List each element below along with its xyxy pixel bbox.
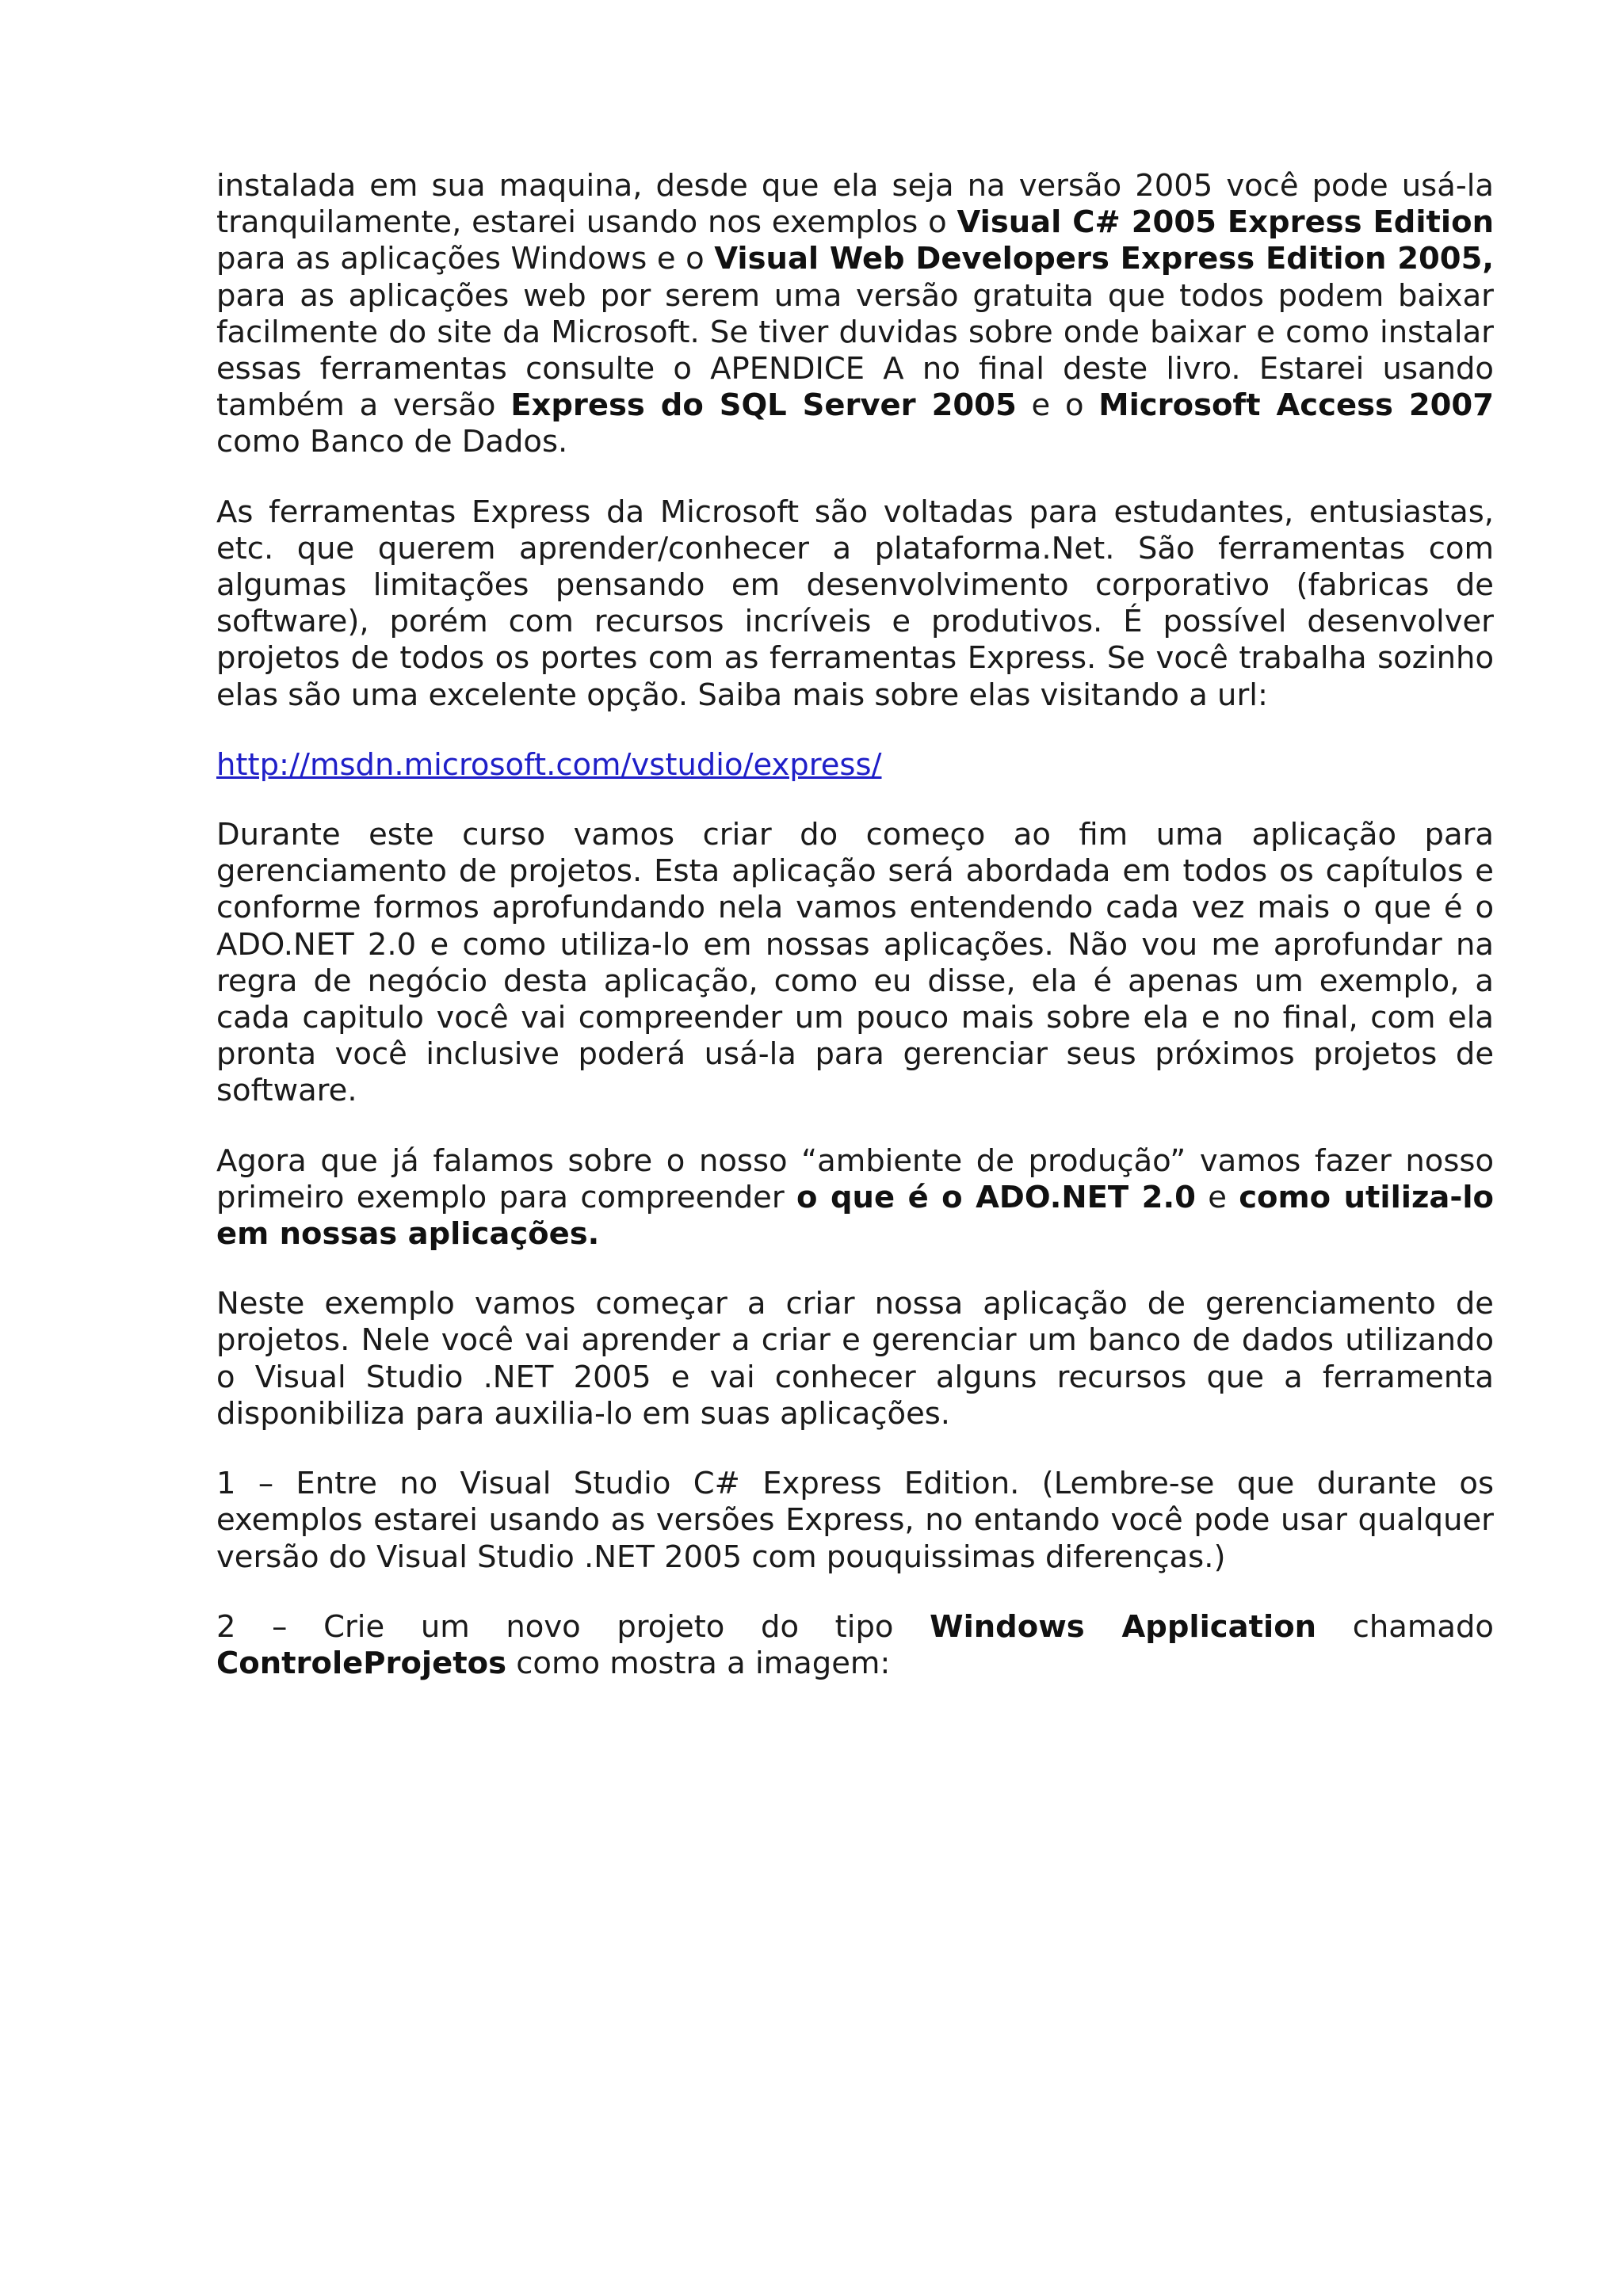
- bold-sql-server-express: Express do SQL Server 2005: [510, 387, 1017, 424]
- text-run: Agora que já falamos sobre o nosso “ambiente de produção” vamos fazer nosso primeiro exemplo para compreender: [216, 1142, 1494, 1215]
- bold-controle-projetos: ControleProjetos: [216, 1645, 506, 1681]
- paragraph-step-1: 1 – Entre no Visual Studio C# Express Edition. (Lembre-se que durante os exemplos estarei usando as versões Express, no entando você pode usar qualquer versão do Visual Studio .NET 2005 com pouquissimas diferenças.): [216, 1466, 1494, 1575]
- document-page: [216, 168, 1494, 1715]
- text-run: e o: [1016, 387, 1099, 424]
- bold-microsoft-access: Microsoft Access 2007: [1098, 387, 1494, 424]
- text-run: 2 – Crie um novo projeto do tipo: [216, 1608, 930, 1645]
- express-url-link[interactable]: http://msdn.microsoft.com/vstudio/express/: [216, 746, 882, 783]
- bold-what-is-adonet: o que é o ADO.NET 2.0: [796, 1179, 1196, 1215]
- bold-how-to-use: como utiliza-lo em nossas aplicações.: [216, 1179, 1494, 1253]
- paragraph-first-example: [216, 1143, 1494, 1253]
- text-run: para as aplicações web por serem uma versão gratuita que todos podem baixar facilmente do site da Microsoft. Se tiver duvidas sobre onde baixar e como instalar essas ferramentas consulte o APENDICE A no final deste livro. Estarei usando também a versão: [216, 277, 1494, 424]
- text-run: e: [1195, 1179, 1239, 1215]
- text-run: chamado: [1316, 1608, 1494, 1645]
- paragraph-express-tools: As ferramentas Express da Microsoft são voltadas para estudantes, entusiastas, etc. que querem aprender/conhecer a plataforma.Net. São ferramentas com algumas limitações pensando em desenvolvimento corporativo (fabricas de software), porém com recursos incríveis e produtivos. É possível desenvolver projetos de todos os portes com as ferramentas Express. Se você trabalha sozinho elas são uma excelente opção. Saiba mais sobre elas visitando a url:: [216, 494, 1494, 713]
- bold-visual-web-developer-express: Visual Web Developers Express Edition 2005,: [714, 241, 1494, 277]
- text-run: instalada em sua maquina, desde que ela seja na versão 2005 você pode usá-la tranquilamente, estarei usando nos exemplos o: [216, 168, 1494, 241]
- bold-visual-csharp-express: Visual C# 2005 Express Edition: [957, 204, 1494, 241]
- paragraph-link: [216, 747, 1494, 784]
- paragraph-tools-intro: [216, 168, 1494, 461]
- text-run: como mostra a imagem:: [506, 1645, 891, 1681]
- text-run: como Banco de Dados.: [216, 424, 568, 460]
- text-run: para as aplicações Windows e o: [216, 241, 715, 277]
- paragraph-step-2: [216, 1609, 1494, 1682]
- paragraph-course-overview: Durante este curso vamos criar do começo ao fim uma aplicação para gerenciamento de projetos. Esta aplicação será abordada em todos os capítulos e conforme formos aprofundando nela vamos entendendo cada vez mais o que é o ADO.NET 2.0 e como utiliza-lo em nossas aplicações. Não vou me aprofundar na regra de negócio desta aplicação, como eu disse, ela é apenas um exemplo, a cada capitulo você vai compreender um pouco mais sobre ela e no final, com ela pronta você inclusive poderá usá-la para gerenciar seus próximos projetos de software.: [216, 817, 1494, 1109]
- paragraph-example-description: Neste exemplo vamos começar a criar nossa aplicação de gerenciamento de projetos. Nele você vai aprender a criar e gerenciar um banco de dados utilizando o Visual Studio .NET 2005 e vai conhecer alguns recursos que a ferramenta disponibiliza para auxilia-lo em suas aplicações.: [216, 1286, 1494, 1432]
- bold-windows-application: Windows Application: [930, 1608, 1317, 1645]
